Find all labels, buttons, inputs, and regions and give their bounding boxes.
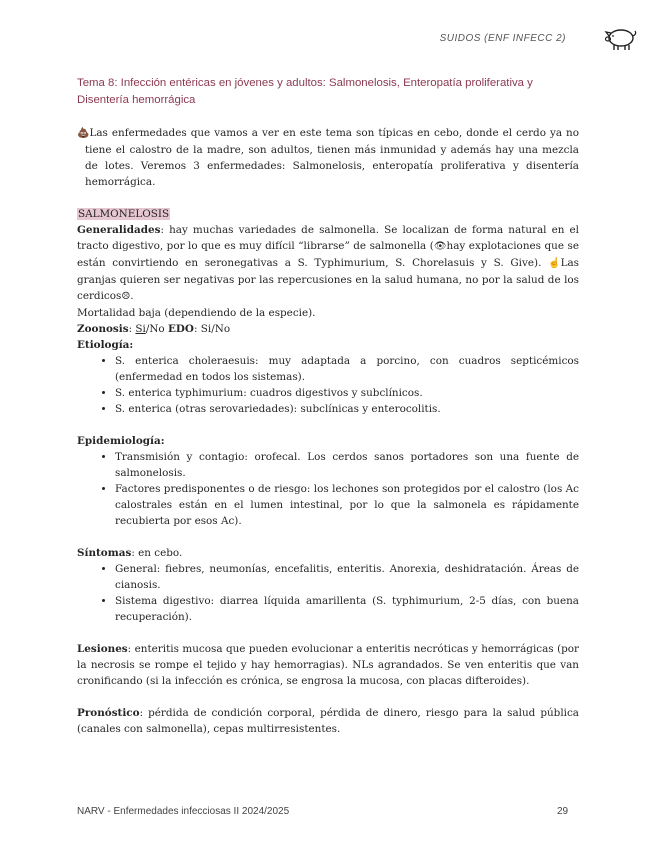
list-item: • S. enterica (otras serovariedades): subclínicas y enterocolitis. [115,401,579,417]
generalidades-paragraph [77,222,579,305]
sintomas-text: : en cebo. [131,547,183,559]
zoonosis-sep: : [128,323,136,335]
edo-label: EDO [168,323,194,335]
poop-emoji-icon: 💩 [77,128,90,139]
sintomas-list [77,561,579,625]
page-number: 29 [557,806,569,817]
zoonosis-label: Zoonosis [77,323,129,335]
pronostico-paragraph [77,705,579,737]
salmonelosis-heading: SALMONELOSIS [78,208,170,220]
generalidades-label: Generalidades [77,224,161,236]
page-title: Tema 8: Infección entéricas en jóvenes y adultos: Salmonelosis, Enteropatía proliferativa y Disentería hemorrágica [77,77,533,106]
document-body [77,125,579,737]
lesiones-text: : enteritis mucosa que pueden evolucionar a enteritis necróticas y hemorrágicas (por la necrosis se rompe el tejido y hay hemorragias). NLs agrandados. Se ven enteritis que van cronificando (si la infección es crónica, se engrosa la mucosa, con placas difteroides). [77,643,579,687]
lesiones-label: Lesiones [77,643,128,655]
generalidades-text-2: hay explotaciones que se están convirtiendo en seronegativas a S. Typhimurium, S. Chorelasuis y S. Give). [77,240,580,269]
generalidades-text-3: Las granjas quieren ser negativas por las repercusiones en la salud humana, no por la salud de los cerdicos [77,257,579,302]
list-item: • Transmisión y contagio: orofecal. Los cerdos sanos portadores son una fuente de salmonelosis. [115,449,579,481]
edo-value: : Si/No [193,323,231,335]
pronostico-label: Pronóstico [77,707,140,719]
running-header: SUIDOS (ENF INFECC 2) [439,33,566,44]
epidemiologia-list [77,449,579,529]
list-item: • S. enterica choleraesuis: muy adaptada a porcino, con cuadros septicémicos (enfermedad en todos los sistemas). [115,353,579,385]
etiologia-label [77,337,579,353]
zoonosis-no: /No [145,323,168,335]
sintomas-line [77,545,579,561]
pointing-hand-emoji-icon: ☝ [548,258,561,269]
list-item: • General: fiebres, neumonías, encefalitis, enteritis. Anorexia, deshidratación. Áreas de cianosis. [115,561,579,593]
generalidades-text-4: . [130,290,134,302]
lesiones-paragraph [77,641,579,689]
list-item: • Sistema digestivo: diarrea líquida amarillenta (S. typhimurium, 2-5 días, con buena recuperación). [115,593,579,625]
intro-paragraph [77,125,579,190]
list-item: • Factores predisponentes o de riesgo: los lechones son protegidos por el calostro (los Ac calostrales están en el lumen intestinal, por lo que la salmonela es rápidamente recubierta por esos Ac). [115,481,579,529]
zoonosis-si: Si [135,323,146,335]
zoonosis-line [77,321,579,337]
pronostico-text: : pérdida de condición corporal, pérdida de dinero, riesgo para la salud pública (canales con salmonella), cepas multirresistentes. [77,707,579,735]
sintomas-label: Síntomas [77,547,132,559]
pig-icon [604,22,638,52]
sad-face-emoji-icon: ☹ [121,291,131,302]
section-heading [77,206,579,222]
eye-emoji-icon: 👁 [433,241,447,252]
intro-text: Las enfermedades que vamos a ver en este tema son típicas en cebo, donde el cerdo ya no tiene el calostro de la madre, son adultos, tienen más inmunidad y además hay una mezcla de lotes. Veremos 3 enfermedades: Salmonelosis, enteropatía proliferativa y disentería hemorrágica. [85,127,579,188]
list-item: • S. enterica typhimurium: cuadros digestivos y subclínicos. [115,385,579,401]
generalidades-text-1: : hay muchas variedades de salmonella. Se localizan de forma natural en el tracto digestivo, por lo que es muy difícil “librarse” de salmonella ( [77,224,579,252]
epidemiologia-label-text: Epidemiología: [77,435,165,447]
etiologia-label-text: Etiología: [77,339,134,351]
epidemiologia-label [77,433,579,449]
mortalidad-line: Mortalidad baja (dependiendo de la especie). [77,307,316,319]
etiologia-list [77,353,579,417]
footer-course: NARV - Enfermedades infecciosas II 2024/2025 [77,806,290,817]
